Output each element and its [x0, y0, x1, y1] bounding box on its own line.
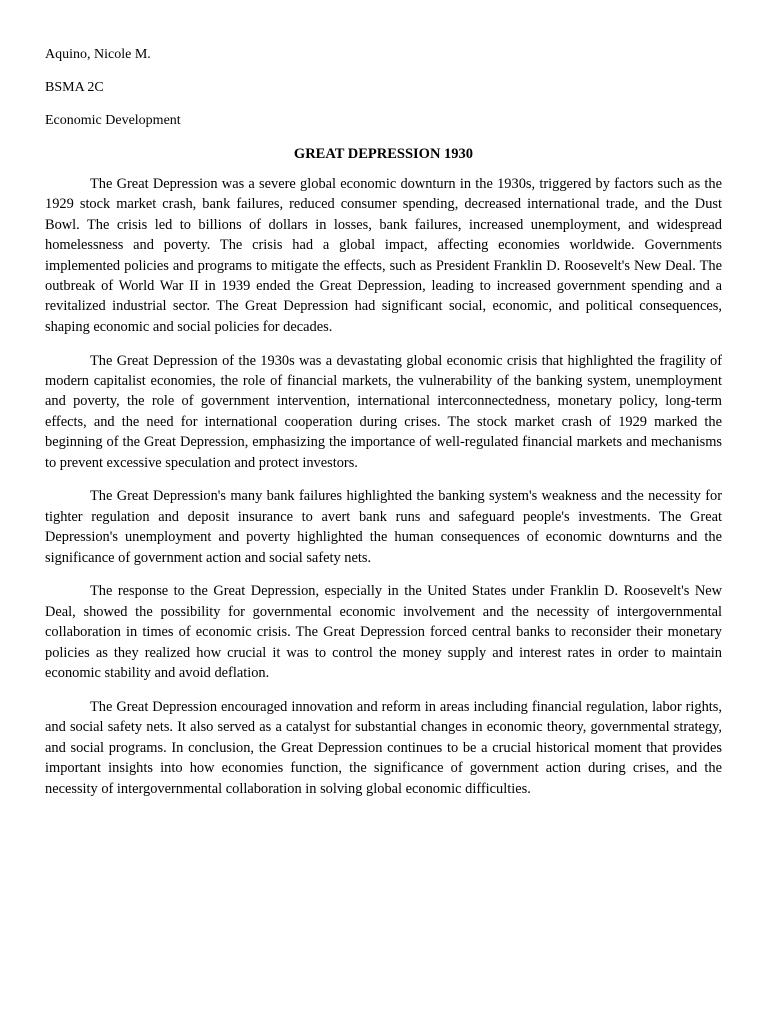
- paragraph-1: The Great Depression was a severe global economic downturn in the 1930s, triggered by factors such as the 1929 stock market crash, bank failures, reduced consumer spending, decreased international trade, and the Dust Bowl. The crisis led to billions of dollars in losses, bank failures, increased unemployment, and widespread homelessness and poverty. The crisis had a global impact, affecting economies worldwide. Governments implemented policies and programs to mitigate the effects, such as President Franklin D. Roosevelt's New Deal. The outbreak of World War II in 1939 ended the Great Depression, leading to increased government spending and a revitalized industrial sector. The Great Depression had significant social, economic, and political consequences, shaping economic and social policies for decades.: [45, 176, 722, 335]
- paragraph-3: The Great Depression's many bank failures highlighted the banking system's weakness and the necessity for tighter regulation and deposit insurance to avert bank runs and safeguard people's investments. The Great Depression's unemployment and poverty highlighted the human consequences of economic downturns and the significance of government action and social safety nets.: [45, 488, 722, 566]
- document-title: GREAT DEPRESSION 1930: [293, 146, 474, 162]
- author-name: Aquino, Nicole M.: [45, 47, 151, 62]
- course-name: Economic Development: [45, 113, 181, 128]
- document-page: [45, 45, 722, 812]
- class-section: BSMA 2C: [45, 80, 104, 95]
- paragraph-4: The response to the Great Depression, especially in the United States under Franklin D. Roosevelt's New Deal, showed the possibility for governmental economic involvement and the necessity of intergovernmental collaboration in times of economic crisis. The Great Depression forced central banks to reconsider their monetary policies as they realized how crucial it was to control the money supply and interest rates in order to maintain economic stability and avoid deflation.: [45, 583, 722, 682]
- paragraph-5: The Great Depression encouraged innovation and reform in areas including financial regulation, labor rights, and social safety nets. It also served as a catalyst for substantial changes in economic theory, governmental strategy, and social programs. In conclusion, the Great Depression continues to be a crucial historical moment that provides important insights into how economies function, the significance of government action during crises, and the necessity of intergovernmental collaboration in solving global economic difficulties.: [45, 698, 722, 797]
- paragraph-2: The Great Depression of the 1930s was a devastating global economic crisis that highlighted the fragility of modern capitalist economies, the role of financial markets, the vulnerability of the banking system, unemployment and poverty, the role of government intervention, international interconnectedness, monetary policy, long-term effects, and the need for international cooperation during crises. The stock market crash of 1929 marked the beginning of the Great Depression, emphasizing the importance of well-regulated financial markets and mechanisms to prevent excessive speculation and protect investors.: [45, 352, 722, 471]
